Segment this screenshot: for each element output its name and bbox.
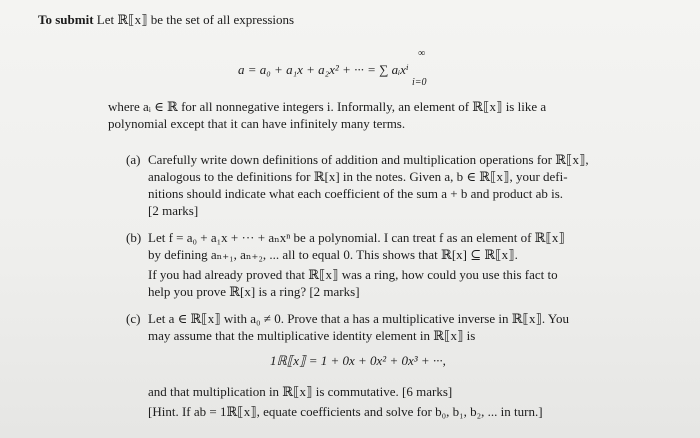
definition-line-2: polynomial except that it can have infinitely many terms. bbox=[108, 116, 406, 131]
part-a-line-4: [2 marks] bbox=[148, 203, 199, 218]
part-c-hint: [Hint. If ab = 1ℝ⟦x⟧, equate coefficients and solve for b₀, b₁, b₂, ... in turn.] bbox=[148, 404, 543, 419]
part-b-label: (b) bbox=[126, 230, 142, 245]
intro-text: Let ℝ⟦x⟧ be the set of all expressions bbox=[96, 12, 295, 27]
part-b-line-3: If you had already proved that ℝ⟦x⟧ was a ring, how could you use this fact to bbox=[148, 267, 558, 282]
part-a-label: (a) bbox=[126, 152, 141, 167]
part-b-line-1: Let f = a₀ + a₁x + ··· + aₙxⁿ be a polynomial. I can treat f as an element of ℝ⟦x⟧ bbox=[148, 230, 565, 245]
part-c-label: (c) bbox=[126, 311, 141, 326]
part-c-line-1: Let a ∈ ℝ⟦x⟧ with a₀ ≠ 0. Prove that a has a multiplicative inverse in ℝ⟦x⟧. You bbox=[148, 311, 570, 326]
intro-line bbox=[38, 12, 294, 28]
part-a-line-3: nitions should indicate what each coefficient of the sum a + b and product ab is. bbox=[148, 186, 564, 201]
main-equation: a = a₀ + a₁x + a₂x² + ··· = ∑ aᵢxⁱ bbox=[238, 62, 409, 77]
sum-upper-limit: ∞ bbox=[418, 48, 426, 59]
part-c-line-2: may assume that the multiplicative identity element in ℝ⟦x⟧ is bbox=[148, 328, 476, 343]
part-b-line-4: help you prove ℝ[x] is a ring? [2 marks] bbox=[148, 284, 360, 299]
definition-line-1: where aᵢ ∈ ℝ for all nonnegative integers i. Informally, an element of ℝ⟦x⟧ is like a bbox=[108, 99, 547, 114]
submit-lead: To submit bbox=[38, 12, 94, 27]
part-c-after-1: and that multiplication in ℝ⟦x⟧ is commutative. [6 marks] bbox=[148, 384, 453, 399]
sum-lower-limit: i=0 bbox=[412, 77, 427, 88]
identity-equation: 1ℝ⟦x⟧ = 1 + 0x + 0x² + 0x³ + ···, bbox=[270, 353, 446, 368]
part-a-line-1: Carefully write down definitions of addition and multiplication operations for ℝ⟦x⟧, bbox=[148, 152, 589, 167]
part-a-line-2: analogous to the definitions for ℝ[x] in the notes. Given a, b ∈ ℝ⟦x⟧, your defi- bbox=[148, 169, 568, 184]
part-b-line-2: by defining aₙ₊₁, aₙ₊₂, ... all to equal 0. This shows that ℝ[x] ⊆ ℝ⟦x⟧. bbox=[148, 247, 518, 262]
